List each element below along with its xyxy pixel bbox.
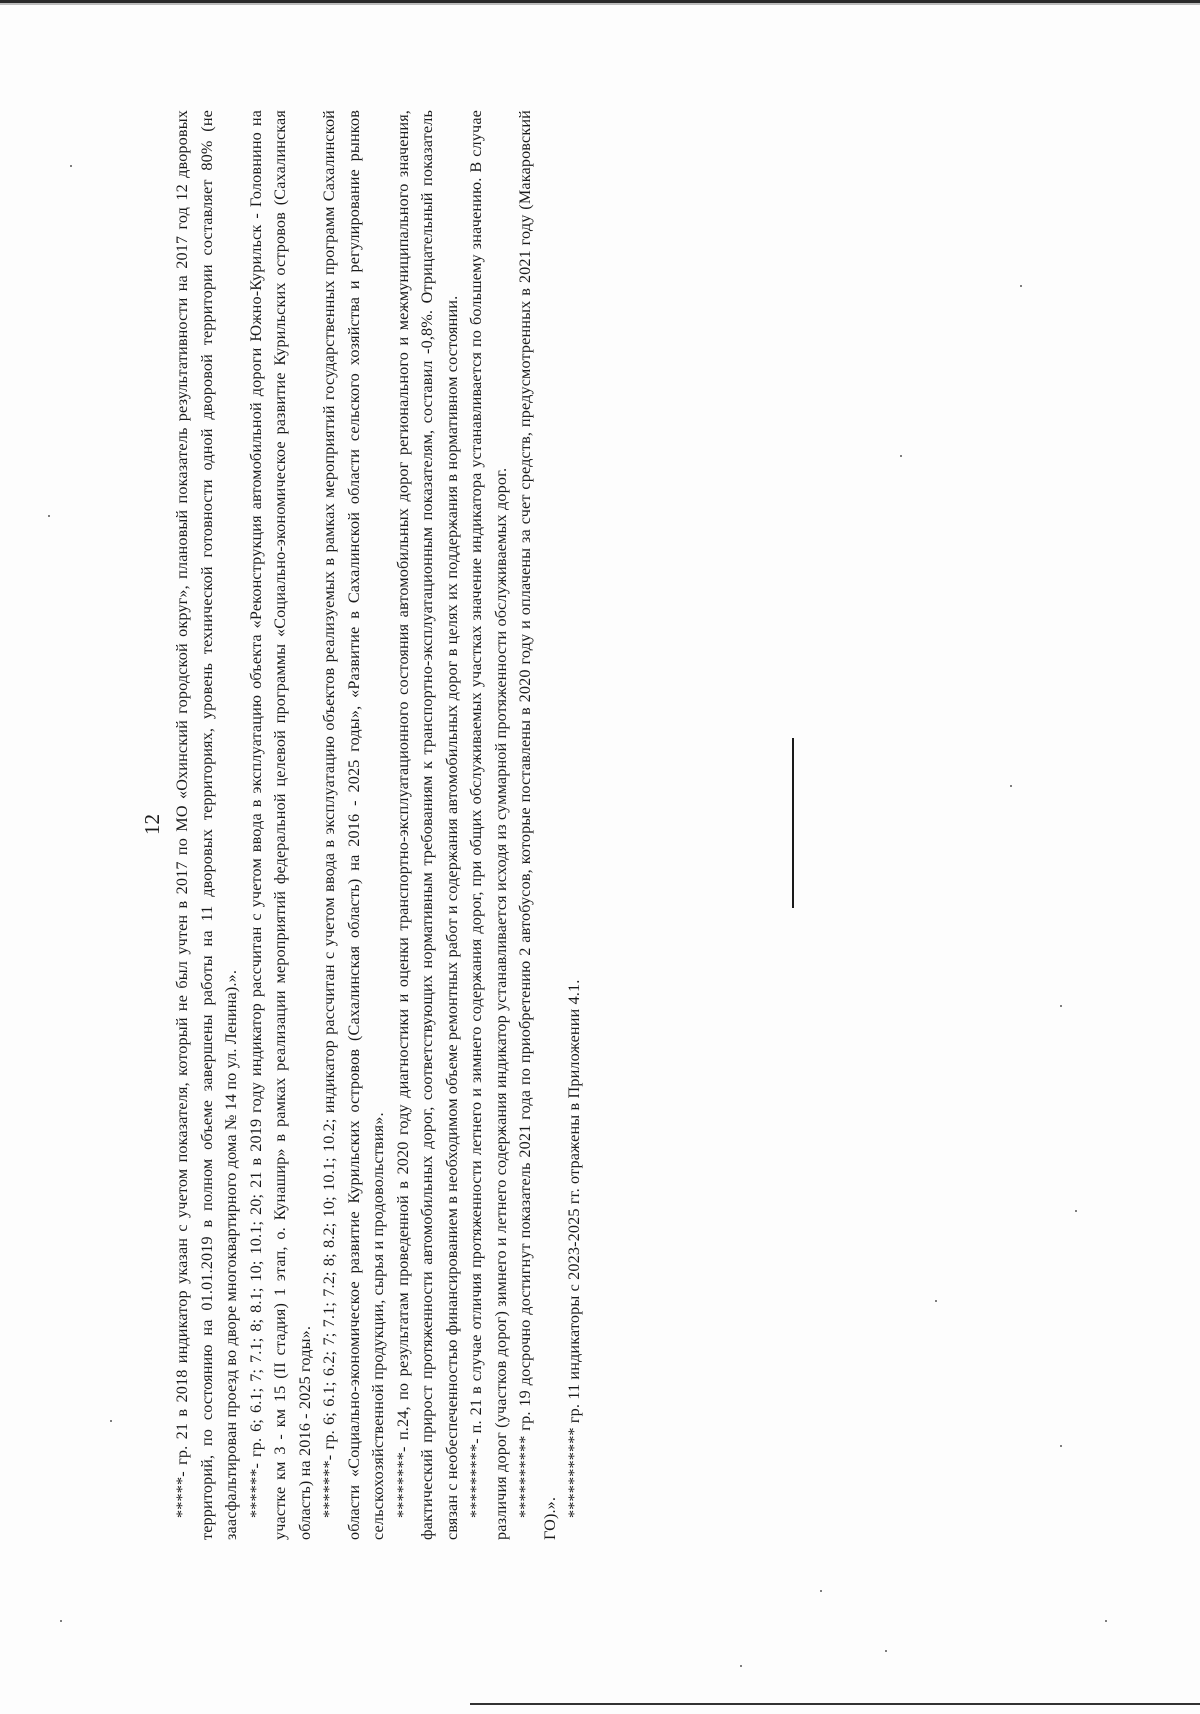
scan-speck xyxy=(48,515,50,517)
scan-top-shadow xyxy=(0,3,1200,5)
footnote-paragraph xyxy=(317,110,391,1540)
footnote-marker: ********** xyxy=(516,1435,534,1518)
page-number: 12 xyxy=(140,814,164,835)
rotated-text-container xyxy=(170,100,730,1540)
scan-speck xyxy=(110,1420,112,1422)
footnote-text: - гр. 6; 6.1; 7; 7.1; 8; 8.1; 10; 10.1; 20; 21 в 2019 году индикатор рассчитан с учетом ввода в эксплуатацию объекта «Реконструкция автомобильной дороги Южно-Курильск - Головнино на участке км 3 - км 15 (II стадия) 1 этап, о. Кунашир» в рамках реализации мероприятий федеральной целевой программы «Социально-экономическое развитие Курильских островов (Сахалинская область) на 2016 - 2025 годы». xyxy=(246,110,314,1540)
scan-speck xyxy=(740,1665,742,1667)
scan-speck xyxy=(1020,285,1022,287)
footnote-marker: ****** xyxy=(246,1468,265,1518)
footnote-text: - п. 21 в случае отличия протяженности летнего и зимнего содержания дорог, при общих обслуживаемых участках значение индикатора устанавливается по большему значению. В случае различия дорог (участков дорог) зимнего и летнего содержания индикатор устанавливается исходя из суммарной протяженности обслуживаемых дорог. xyxy=(467,110,510,1540)
footnote-text: - гр. 6; 6.1; 6.2; 7; 7.1; 7.2; 8; 8.2; 10; 10.1; 10.2; индикатор рассчитан с учетом ввода в эксплуатацию объектов реализуемых в рамках мероприятий государственных программ Сахалинской области «Социально-экономическое развитие Курильских островов (Сахалинская область) на 2016 - 2025 годы», «Развитие в Сахалинской области сельского хозяйства и регулирование рынков сельскохозяйственной продукции, сырья и продовольствия». xyxy=(320,110,387,1540)
scan-speck xyxy=(1010,785,1012,787)
footnote-paragraph xyxy=(513,110,562,1540)
footnote-marker: ******** xyxy=(393,1452,412,1518)
footnote-text: гр. 11 индикаторы с 2023-2025 гг. отражены в Приложении 4.1. xyxy=(565,979,583,1424)
footnote-paragraph xyxy=(391,110,465,1540)
footnote-paragraph xyxy=(562,110,587,1540)
footnote-text: - гр. 21 в 2018 индикатор указан с учетом показателя, который не был учтен в 2017 по МО «Охинский городской округ», плановый показатель результативности на 2017 год 12 дворовых территорий, по состоянию на 01.01.2019 в полном объеме завершены работы на 11 дворовых территориях, уровень технической готовности одной дворовой территории составляет 80% (не заасфальтирован проезд во дворе многоквартирного дома № 14 по ул. Ленина).». xyxy=(173,110,240,1540)
scan-speck xyxy=(70,165,72,167)
scan-speck xyxy=(1075,1210,1077,1212)
footnote-marker: ******* xyxy=(320,1460,338,1518)
scan-speck xyxy=(1060,1005,1062,1007)
scan-bottom-edge xyxy=(470,1703,1200,1705)
footnote-marker: ********* xyxy=(467,1443,485,1518)
scan-speck xyxy=(885,1650,887,1652)
scan-speck xyxy=(60,1620,62,1622)
scan-speck xyxy=(820,1590,822,1592)
footnote-divider-line xyxy=(792,738,794,908)
footnote-paragraph xyxy=(170,110,244,1540)
scan-speck xyxy=(1060,1445,1062,1447)
footnote-marker: ***** xyxy=(173,1476,191,1518)
scan-speck xyxy=(900,455,902,457)
footnote-paragraph xyxy=(464,110,513,1540)
page-number-container xyxy=(140,814,164,835)
scan-speck xyxy=(935,1300,937,1302)
footnote-paragraph xyxy=(244,110,318,1540)
footnotes-text xyxy=(170,110,587,1540)
footnote-text: гр. 19 досрочно достигнут показатель 2021 года по приобретению 2 автобусов, которые поставлены в 2020 году и оплачены за счет средств, предусмотренных в 2021 году (Макаровский ГО).». xyxy=(516,110,559,1540)
footnote-marker: *********** xyxy=(565,1427,583,1518)
scan-speck xyxy=(1105,1620,1107,1622)
footnote-text: - п.24, по результатам проведенной в 2020 году диагностики и оценки транспортно-эксплуатационного состояния автомобильных дорог регионального и межмуниципального значения, фактический прирост протяженности автомобильных дорог, соответствующих нормативным требованиям к транспортно-эксплуатационным показателям, составил -0,8%. Отрицательный показатель связан с необеспеченностью финансированием в необходимом объеме ремонтных работ и содержания автомобильных дорог в целях их поддержания в нормативном состоянии. xyxy=(393,110,461,1540)
